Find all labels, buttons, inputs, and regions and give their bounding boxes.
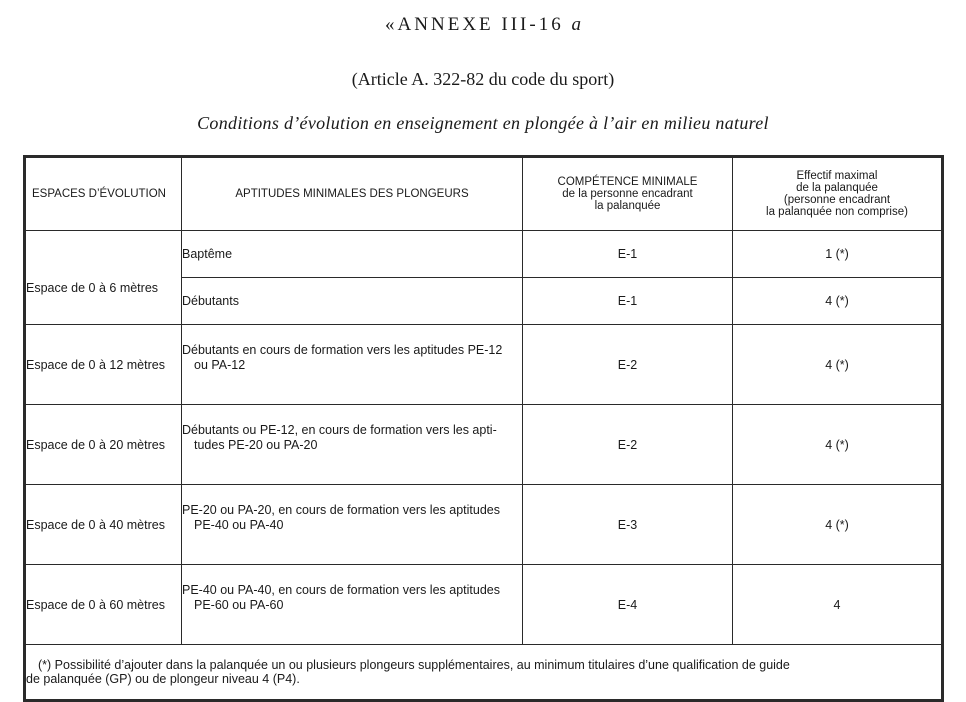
header-espace: ESPACES D’ÉVOLUTION bbox=[25, 157, 182, 231]
espace-cell: Espace de 0 à 6 mètres bbox=[25, 231, 182, 325]
aptitude-line: Débutants ou PE-12, en cours de formation vers les apti- bbox=[182, 423, 497, 437]
document-subtitle: Conditions d’évolution en enseignement en plongée à l’air en milieu naturel bbox=[197, 113, 769, 133]
aptitude-cell bbox=[182, 231, 523, 278]
effectif-cell: 4 bbox=[733, 565, 943, 645]
header-effectif bbox=[733, 157, 943, 231]
annexe-title bbox=[0, 14, 966, 36]
table-row bbox=[25, 405, 943, 485]
competence-cell: E-4 bbox=[523, 565, 733, 645]
footnote-line: de palanquée (GP) ou de plongeur niveau 4 (P4). bbox=[26, 672, 300, 686]
footnote-row bbox=[25, 645, 943, 701]
annexe-title-prefix: «ANNEXE III-16 bbox=[385, 14, 564, 35]
espace-cell: Espace de 0 à 12 mètres bbox=[25, 325, 182, 405]
table-row bbox=[25, 325, 943, 405]
table-row bbox=[25, 565, 943, 645]
header-competence-line: de la personne encadrant bbox=[562, 188, 693, 200]
aptitude-cell bbox=[182, 278, 523, 325]
header-competence-line: COMPÉTENCE MINIMALE bbox=[557, 176, 698, 188]
aptitude-line: Baptême bbox=[182, 246, 233, 261]
header-competence bbox=[523, 157, 733, 231]
footnote-cell bbox=[25, 645, 943, 701]
header-effectif-line: la palanquée non comprise) bbox=[766, 206, 908, 218]
aptitude-line: PE-40 ou PA-40, en cours de formation vers les aptitudes bbox=[182, 583, 500, 597]
aptitude-line: tudes PE-20 ou PA-20 bbox=[194, 438, 318, 452]
conditions-table bbox=[23, 155, 944, 702]
aptitude-line: PE-40 ou PA-40 bbox=[194, 518, 284, 532]
aptitude-cell bbox=[182, 405, 523, 485]
table-header-row bbox=[25, 157, 943, 231]
table-row bbox=[25, 485, 943, 565]
header-competence-line: la palanquée bbox=[594, 200, 661, 212]
espace-cell: Espace de 0 à 20 mètres bbox=[25, 405, 182, 485]
aptitude-cell bbox=[182, 325, 523, 405]
footnote-line: (*) Possibilité d’ajouter dans la palanquée un ou plusieurs plongeurs supplémentaires, au minimum titulaires d’une qualification de guide bbox=[38, 658, 790, 672]
header-effectif-line: (personne encadrant bbox=[783, 194, 891, 206]
aptitude-line: PE-20 ou PA-20, en cours de formation vers les aptitudes bbox=[182, 503, 500, 517]
aptitude-line: ou PA-12 bbox=[194, 358, 246, 372]
aptitude-line: Débutants bbox=[182, 293, 239, 308]
espace-cell: Espace de 0 à 40 mètres bbox=[25, 485, 182, 565]
aptitude-line: Débutants en cours de formation vers les aptitudes PE-12 bbox=[182, 343, 503, 357]
competence-cell: E-2 bbox=[523, 325, 733, 405]
aptitude-cell bbox=[182, 565, 523, 645]
header-aptitudes: APTITUDES MINIMALES DES PLONGEURS bbox=[182, 157, 523, 231]
aptitude-cell bbox=[182, 485, 523, 565]
effectif-cell: 4 (*) bbox=[733, 278, 943, 325]
annexe-title-suffix: a bbox=[571, 14, 581, 35]
competence-cell: E-1 bbox=[523, 231, 733, 278]
competence-cell: E-1 bbox=[523, 278, 733, 325]
effectif-cell: 4 (*) bbox=[733, 325, 943, 405]
competence-cell: E-3 bbox=[523, 485, 733, 565]
aptitude-line: PE-60 ou PA-60 bbox=[194, 598, 284, 612]
table-row bbox=[25, 231, 943, 278]
header-effectif-line: Effectif maximal bbox=[796, 170, 878, 182]
header-effectif-line: de la palanquée bbox=[796, 182, 878, 194]
effectif-cell: 4 (*) bbox=[733, 405, 943, 485]
espace-cell: Espace de 0 à 60 mètres bbox=[25, 565, 182, 645]
effectif-cell: 1 (*) bbox=[733, 231, 943, 278]
competence-cell: E-2 bbox=[523, 405, 733, 485]
article-reference: (Article A. 322-82 du code du sport) bbox=[351, 69, 615, 89]
effectif-cell: 4 (*) bbox=[733, 485, 943, 565]
